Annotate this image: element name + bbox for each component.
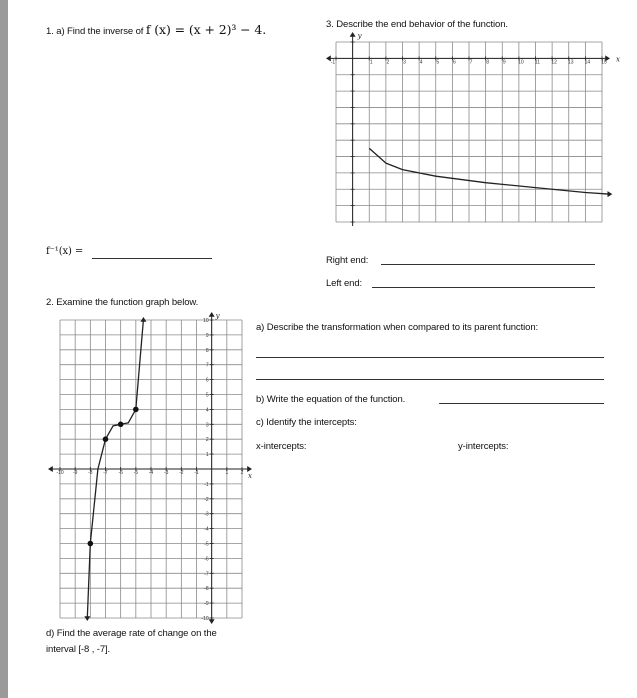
x-tick-label: 1: [369, 59, 373, 66]
inverse-answer-line[interactable]: [92, 258, 212, 259]
y-tick-label: -5: [204, 541, 209, 548]
y-tick-label: 4: [205, 407, 209, 414]
curve-arrow-bottom: [84, 616, 90, 621]
key-point: [133, 407, 139, 413]
q2-title: 2. Examine the function graph below.: [46, 297, 199, 308]
worksheet-page: [8, 0, 637, 698]
x-tick-label: -2: [179, 470, 184, 476]
y-tick-label: 7: [205, 362, 209, 369]
part-b-answer-line[interactable]: [439, 403, 604, 404]
x-tick-label: -4: [148, 470, 154, 476]
x-tick-label: 11: [534, 59, 541, 66]
q3-graph: [324, 30, 620, 240]
x-tick-label: -1: [330, 59, 336, 66]
key-point: [103, 436, 109, 442]
y-tick-label: 9: [205, 332, 209, 339]
part-d-line2: interval [-8 , -7].: [46, 644, 111, 655]
x-tick-label: -8: [88, 470, 93, 476]
y-axis-arrow-down: [209, 619, 215, 624]
y-tick-label: -10: [201, 616, 209, 622]
x-tick-label: 8: [486, 59, 490, 66]
curve-arrow-top: [140, 317, 146, 322]
y-tick-label: -7: [204, 571, 209, 578]
x-axis-label: x: [616, 55, 620, 64]
part-a-answer-line-2[interactable]: [256, 379, 604, 380]
right-end-answer-line[interactable]: [381, 264, 595, 265]
inverse-answer-label: f⁻¹(x) =: [46, 246, 84, 257]
y-axis-arrow: [209, 312, 215, 317]
y-tick-label: 1: [205, 452, 209, 459]
y-tick-label: 3: [205, 422, 209, 429]
y-tick-label: -3: [204, 511, 209, 518]
x-tick-label: -3: [163, 470, 169, 476]
x-tick-label: 10: [518, 59, 524, 66]
x-tick-label: 14: [584, 59, 591, 66]
x-tick-label: 2: [240, 470, 244, 476]
key-point: [88, 541, 94, 547]
y-tick-label: -8: [204, 586, 209, 593]
q3-title: 3. Describe the end behavior of the function.: [326, 19, 508, 30]
x-tick-label: -1: [194, 470, 199, 476]
part-b-prompt: b) Write the equation of the function.: [256, 394, 406, 405]
q1-formula: f (x) = (x + 2)³ − 4.: [145, 22, 267, 37]
q1-prompt: [46, 22, 266, 37]
y-tick-label: 6: [205, 377, 209, 384]
curve-arrow-right: [608, 191, 613, 197]
x-tick-label: 7: [469, 59, 473, 66]
x-tick-label: -7: [103, 470, 108, 476]
x-tick-label: -10: [56, 470, 64, 476]
x-tick-label: 3: [403, 59, 406, 66]
key-point: [118, 422, 124, 428]
y-axis-label: y: [357, 32, 362, 40]
x-tick-label: 4: [419, 59, 423, 66]
y-tick-label: -1: [204, 481, 209, 488]
q1-text: 1. a) Find the inverse of: [46, 26, 144, 37]
left-end-label: Left end:: [326, 278, 363, 289]
y-tick-label: 5: [205, 392, 209, 399]
x-tick-label: 15: [601, 59, 607, 66]
x-tick-label: -5: [133, 470, 139, 476]
y-tick-label: -4: [204, 526, 209, 533]
y-tick-label: 8: [205, 347, 209, 354]
x-tick-label: 6: [452, 59, 456, 66]
x-intercepts-label: x-intercepts:: [256, 441, 307, 452]
part-d-line1: d) Find the average rate of change on the: [46, 628, 217, 639]
x-tick-label: 2: [386, 59, 390, 66]
q2-graph: [46, 310, 256, 625]
y-axis-arrow: [350, 32, 356, 37]
part-a-answer-line-1[interactable]: [256, 357, 604, 358]
x-tick-label: -6: [118, 470, 123, 476]
y-tick-label: -2: [204, 496, 209, 503]
part-c-prompt: c) Identify the intercepts:: [256, 417, 357, 428]
y-axis-label: y: [215, 312, 220, 320]
part-a-prompt: a) Describe the transformation when compared to its parent function:: [256, 322, 539, 333]
y-tick-label: -9: [204, 601, 209, 608]
x-tick-label: 12: [551, 59, 557, 66]
x-axis-arrow-left: [48, 466, 53, 472]
x-tick-label: 1: [225, 470, 229, 476]
left-end-answer-line[interactable]: [372, 287, 595, 288]
y-tick-label: 10: [203, 318, 209, 324]
x-tick-label: -9: [72, 470, 78, 476]
y-intercepts-label: y-intercepts:: [458, 441, 509, 452]
x-tick-label: 5: [436, 59, 440, 66]
y-tick-label: 2: [205, 437, 209, 444]
right-end-label: Right end:: [326, 255, 369, 266]
function-curve: [369, 148, 610, 194]
y-tick-label: -6: [204, 556, 209, 563]
x-axis-label: x: [248, 472, 252, 480]
x-tick-label: 13: [567, 59, 574, 66]
x-tick-label: 9: [502, 59, 506, 66]
